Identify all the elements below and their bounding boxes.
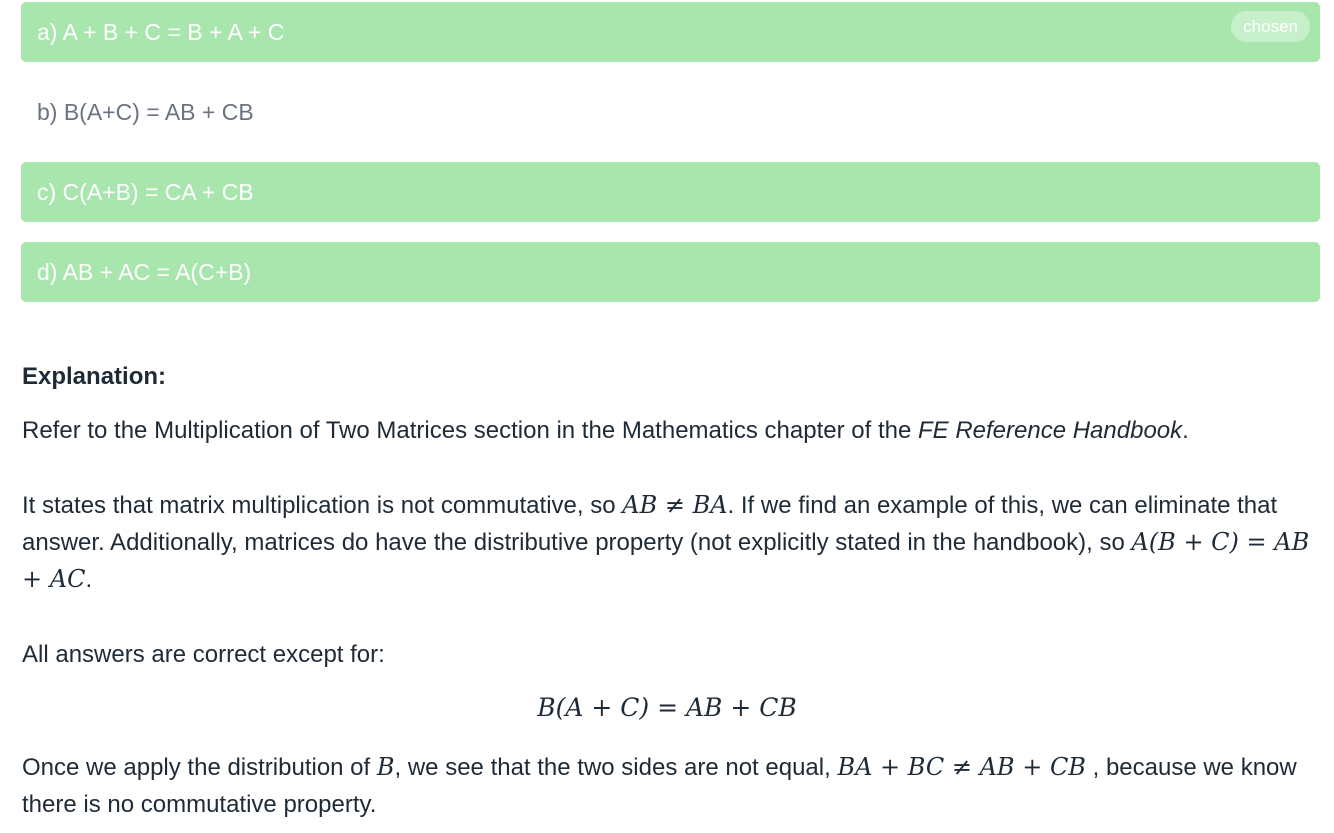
handbook-title: FE Reference Handbook bbox=[917, 417, 1183, 444]
conclusion-text-1: Once we apply the distribution of bbox=[22, 754, 377, 781]
explanation-paragraph-reference bbox=[22, 412, 1312, 449]
option-c[interactable] bbox=[21, 162, 1320, 222]
option-d-label: d) AB + AC = A(C+B) bbox=[37, 258, 252, 285]
explanation-paragraph-except: All answers are correct except for: bbox=[22, 641, 385, 668]
math-distributive: A(B + C) = AB + AC bbox=[22, 528, 1310, 593]
math-ab-neq-ba: AB ≠ BA bbox=[622, 491, 728, 519]
explanation-heading: Explanation: bbox=[22, 363, 167, 390]
option-a-label: a) A + B + C = B + A + C bbox=[37, 18, 285, 45]
option-b-label: b) B(A+C) = AB + CB bbox=[37, 98, 254, 125]
chosen-badge: chosen bbox=[1231, 11, 1310, 42]
commutative-text-1: It states that matrix multiplication is not commutative, so bbox=[22, 492, 623, 519]
explanation-section bbox=[22, 358, 1312, 823]
option-a[interactable] bbox=[21, 2, 1320, 62]
commutative-text-2: . If we find an example of this, we can eliminate that answer. Additionally, matrices do have the distributive property (not explicitly stated in the handbook), so bbox=[22, 492, 1278, 556]
reference-text: Refer to the Multiplication of Two Matrices section in the Mathematics chapter of the bbox=[22, 417, 918, 444]
explanation-paragraph-conclusion bbox=[22, 749, 1312, 823]
math-ba-bc-neq: BA + BC ≠ AB + CB bbox=[837, 753, 1086, 781]
math-b: B bbox=[376, 753, 395, 781]
equation-b-a-plus-c: B(A + C) = AB + CB bbox=[537, 693, 797, 722]
answer-options bbox=[21, 2, 1320, 322]
conclusion-text-3: , because we know there is no commutative property. bbox=[22, 754, 1297, 818]
option-b[interactable] bbox=[21, 82, 1320, 142]
option-d[interactable] bbox=[21, 242, 1320, 302]
option-c-label: c) C(A+B) = CA + CB bbox=[37, 178, 254, 205]
conclusion-text-2: , we see that the two sides are not equal, bbox=[394, 754, 838, 781]
reference-period: . bbox=[1182, 417, 1189, 444]
explanation-paragraph-commutative bbox=[22, 487, 1312, 598]
commutative-period: . bbox=[85, 566, 93, 593]
display-equation bbox=[22, 689, 1312, 727]
